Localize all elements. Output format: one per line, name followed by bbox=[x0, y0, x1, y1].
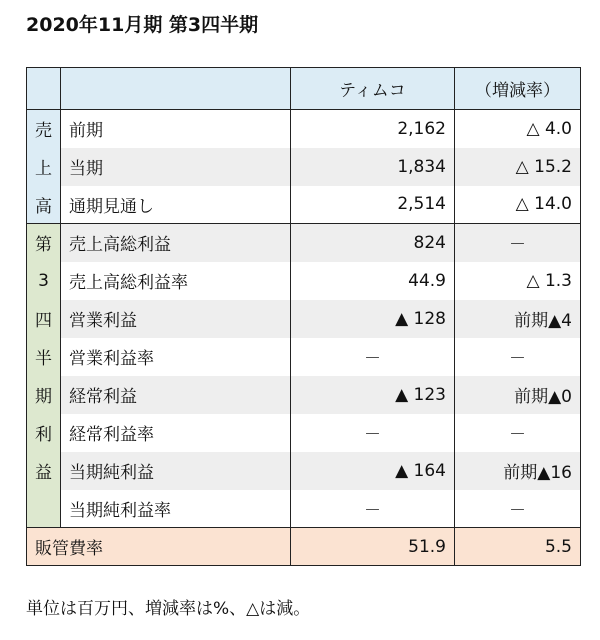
row-label: 営業利益率 bbox=[61, 338, 291, 376]
side-label-q3: 第 bbox=[27, 224, 61, 262]
row-value: ▲ 123 bbox=[291, 376, 455, 414]
table-row bbox=[27, 338, 581, 376]
page-title: 2020年11月期 第3四半期 bbox=[26, 14, 259, 36]
side-label-sales: 売 bbox=[27, 110, 61, 148]
header-company: ティムコ bbox=[291, 68, 455, 110]
sga-change: 5.5 bbox=[455, 528, 581, 566]
row-change: △ 4.0 bbox=[455, 110, 581, 148]
table-row bbox=[27, 262, 581, 300]
row-change: △ 15.2 bbox=[455, 148, 581, 186]
row-value: － bbox=[291, 414, 455, 452]
side-label-sales: 上 bbox=[27, 148, 61, 186]
side-label-q3: 3 bbox=[27, 262, 61, 300]
side-label-sales: 高 bbox=[27, 186, 61, 224]
row-label: 当期純利益率 bbox=[61, 490, 291, 528]
footnote: 単位は百万円、増減率は%、△は減。 bbox=[26, 599, 311, 619]
table-row bbox=[27, 452, 581, 490]
row-change: － bbox=[455, 224, 581, 262]
row-label: 売上高総利益率 bbox=[61, 262, 291, 300]
row-change: △ 1.3 bbox=[455, 262, 581, 300]
row-change: 前期▲0 bbox=[455, 376, 581, 414]
table-header-row bbox=[27, 68, 581, 110]
table-row-sga bbox=[27, 528, 581, 566]
table-row bbox=[27, 148, 581, 186]
row-label: 売上高総利益 bbox=[61, 224, 291, 262]
row-label: 当期 bbox=[61, 148, 291, 186]
row-value: 44.9 bbox=[291, 262, 455, 300]
row-change: － bbox=[455, 338, 581, 376]
row-value: ▲ 164 bbox=[291, 452, 455, 490]
row-value: 824 bbox=[291, 224, 455, 262]
table-row bbox=[27, 300, 581, 338]
row-value: ▲ 128 bbox=[291, 300, 455, 338]
row-change: － bbox=[455, 490, 581, 528]
header-blank bbox=[27, 68, 61, 110]
row-label: 経常利益率 bbox=[61, 414, 291, 452]
row-label: 通期見通し bbox=[61, 186, 291, 224]
sga-value: 51.9 bbox=[291, 528, 455, 566]
row-value: 2,162 bbox=[291, 110, 455, 148]
side-label-q3: 期 bbox=[27, 376, 61, 414]
side-label-q3-blank bbox=[27, 490, 61, 528]
row-label: 当期純利益 bbox=[61, 452, 291, 490]
row-change: － bbox=[455, 414, 581, 452]
row-value: 2,514 bbox=[291, 186, 455, 224]
row-value: － bbox=[291, 338, 455, 376]
table-row bbox=[27, 490, 581, 528]
table-row bbox=[27, 376, 581, 414]
table-row bbox=[27, 224, 581, 262]
row-change: 前期▲4 bbox=[455, 300, 581, 338]
row-value: － bbox=[291, 490, 455, 528]
row-label: 前期 bbox=[61, 110, 291, 148]
header-change: （増減率） bbox=[455, 68, 581, 110]
sga-label: 販管費率 bbox=[27, 528, 291, 566]
table-row bbox=[27, 110, 581, 148]
row-value: 1,834 bbox=[291, 148, 455, 186]
financial-table bbox=[26, 67, 581, 566]
side-label-q3: 益 bbox=[27, 452, 61, 490]
table-row bbox=[27, 186, 581, 224]
side-label-q3: 四 bbox=[27, 300, 61, 338]
header-blank-label bbox=[61, 68, 291, 110]
row-label: 営業利益 bbox=[61, 300, 291, 338]
table-row bbox=[27, 414, 581, 452]
side-label-q3: 半 bbox=[27, 338, 61, 376]
side-label-q3: 利 bbox=[27, 414, 61, 452]
row-label: 経常利益 bbox=[61, 376, 291, 414]
row-change: △ 14.0 bbox=[455, 186, 581, 224]
row-change: 前期▲16 bbox=[455, 452, 581, 490]
